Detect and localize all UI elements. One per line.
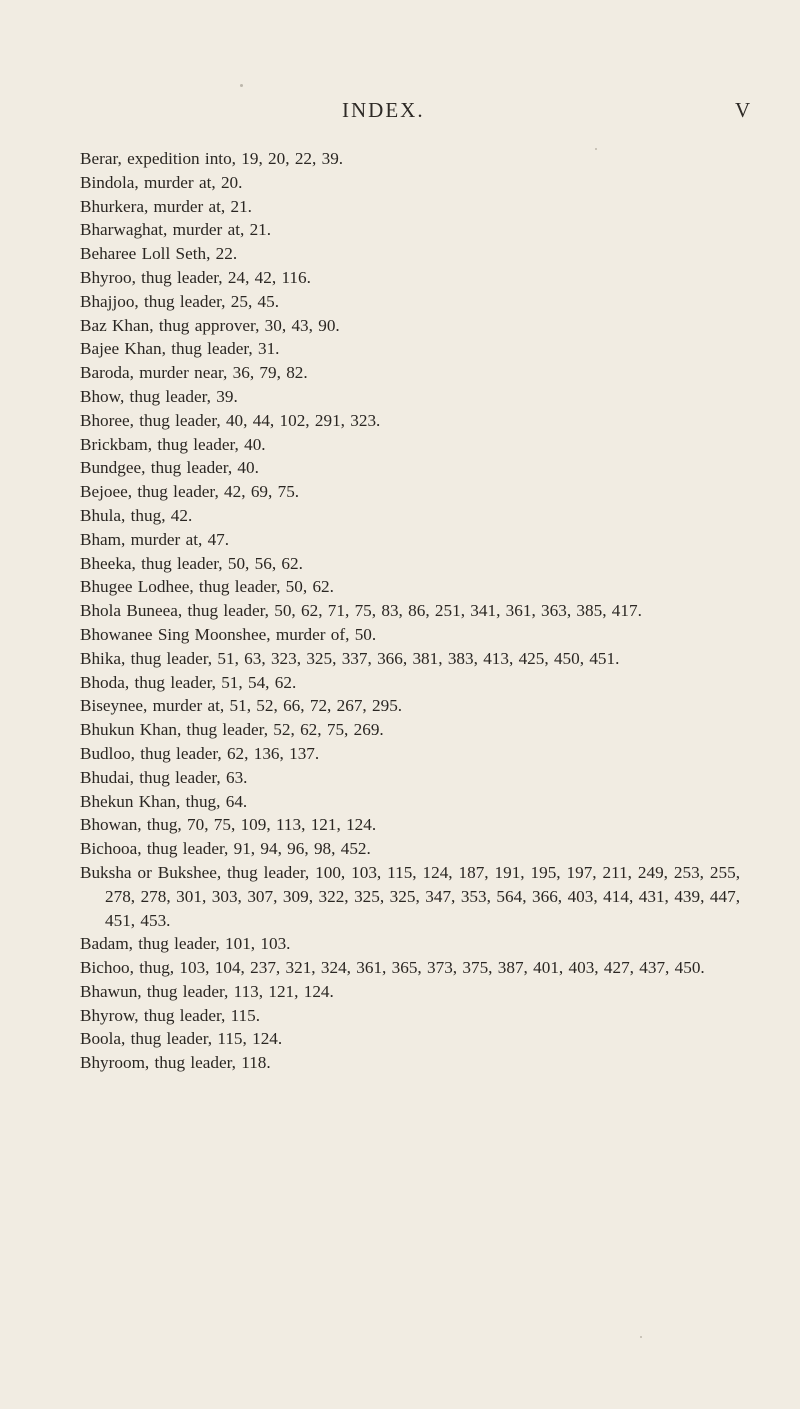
index-entry: Bindola, murder at, 20.: [80, 172, 243, 192]
index-entry: Badam, thug leader, 101, 103.: [80, 934, 291, 954]
header-title: INDEX.: [342, 98, 425, 122]
index-entry: Boola, thug leader, 115, 124.: [80, 1029, 283, 1049]
index-entry: Bundgee, thug leader, 40.: [80, 458, 259, 478]
index-entry: Bhoree, thug leader, 40, 44, 102, 291, 323.: [80, 410, 381, 430]
index-entry: Brickbam, thug leader, 40.: [80, 434, 266, 454]
index-entry: Bhudai, thug leader, 63.: [80, 767, 248, 787]
paper-speck: [595, 148, 597, 150]
paper-speck: [240, 84, 243, 87]
index-entry: Bajee Khan, thug leader, 31.: [80, 339, 280, 359]
paper-speck: [640, 1336, 642, 1338]
index-entry: Baz Khan, thug approver, 30, 43, 90.: [80, 315, 340, 335]
index-entry-list: [80, 147, 740, 1075]
index-entry: Bichooa, thug leader, 91, 94, 96, 98, 452.: [80, 839, 371, 859]
index-entry: Baroda, murder near, 36, 79, 82.: [80, 363, 308, 383]
index-entry: Bhow, thug leader, 39.: [80, 386, 238, 406]
index-entry: Bhula, thug, 42.: [80, 505, 193, 525]
index-entry: Bhugee Lodhee, thug leader, 50, 62.: [80, 577, 334, 597]
index-entry: Bhawun, thug leader, 113, 121, 124.: [80, 981, 334, 1001]
page-header: [0, 98, 800, 128]
index-entry: Bhola Buneea, thug leader, 50, 62, 71, 75, 83, 86, 251, 341, 361, 363, 385, 417.: [80, 601, 642, 621]
index-entry: Bhyroom, thug leader, 118.: [80, 1053, 271, 1073]
index-entry: Bhowanee Sing Moonshee, murder of, 50.: [80, 624, 377, 644]
index-entry: Bhyroo, thug leader, 24, 42, 116.: [80, 267, 311, 287]
index-entry: Bhika, thug leader, 51, 63, 323, 325, 337, 366, 381, 383, 413, 425, 450, 451.: [80, 648, 620, 668]
index-entry: Bham, murder at, 47.: [80, 529, 230, 549]
index-entry: Bhowan, thug, 70, 75, 109, 113, 121, 124.: [80, 815, 377, 835]
index-entry: Bheeka, thug leader, 50, 56, 62.: [80, 553, 303, 573]
index-entry: Buksha or Bukshee, thug leader, 100, 103, 115, 124, 187, 191, 195, 197, 211, 249, 253, 255, 278, 278, 301, 303, 307, 309, 322, 325, 325, 347, 353, 564, 366, 403, 414, 431, 439, 447, 451, 453.: [80, 862, 740, 930]
index-entry: Bejoee, thug leader, 42, 69, 75.: [80, 482, 300, 502]
index-entry: Bhurkera, murder at, 21.: [80, 196, 252, 216]
index-entry: Beharee Loll Seth, 22.: [80, 244, 238, 264]
index-entry: Biseynee, murder at, 51, 52, 66, 72, 267, 295.: [80, 696, 403, 716]
index-entry: Bhukun Khan, thug leader, 52, 62, 75, 269.: [80, 720, 384, 740]
index-entry: Berar, expedition into, 19, 20, 22, 39.: [80, 149, 344, 168]
index-entry: Bhajjoo, thug leader, 25, 45.: [80, 291, 280, 311]
index-entry: Bichoo, thug, 103, 104, 237, 321, 324, 361, 365, 373, 375, 387, 401, 403, 427, 437, 450.: [80, 958, 705, 978]
page-number: V: [735, 98, 751, 122]
index-entry: Bhekun Khan, thug, 64.: [80, 791, 248, 811]
index-entry: Bhoda, thug leader, 51, 54, 62.: [80, 672, 297, 692]
index-entry: Bharwaghat, murder at, 21.: [80, 220, 272, 240]
index-entry: Budloo, thug leader, 62, 136, 137.: [80, 743, 320, 763]
index-entry: Bhyrow, thug leader, 115.: [80, 1005, 261, 1025]
